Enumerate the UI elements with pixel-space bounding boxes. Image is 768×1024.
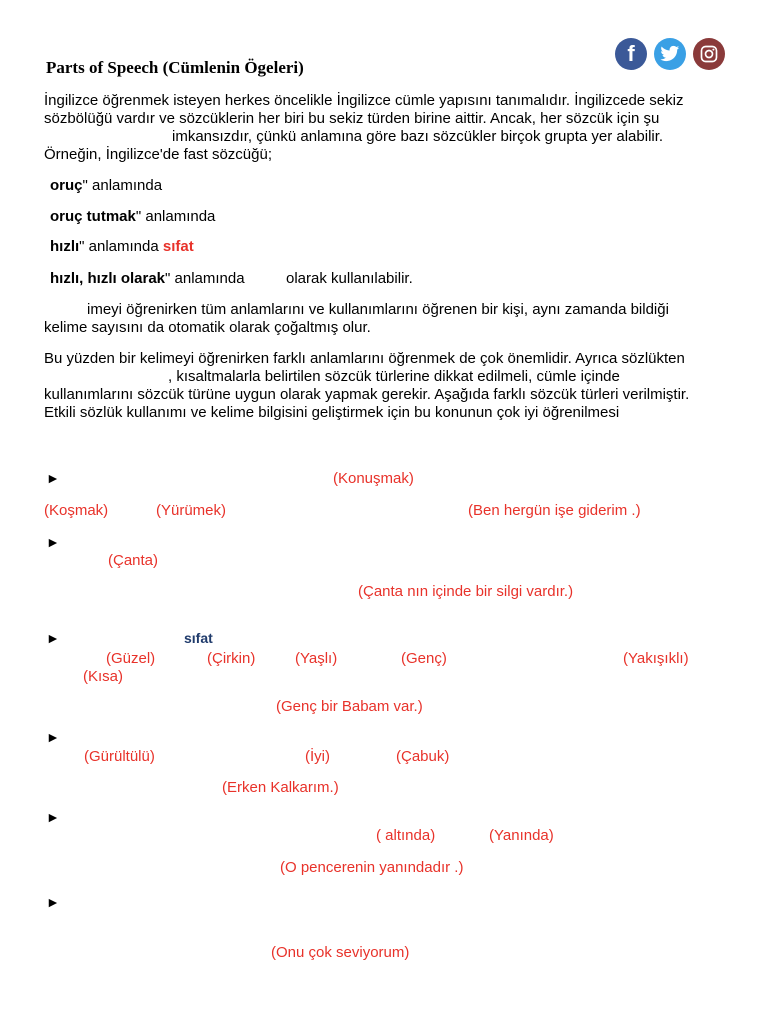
- meaning-word: oruç: [50, 177, 83, 194]
- bullet-arrow-icon: ►: [46, 729, 60, 745]
- para3-line-2: , kısaltmalarla belirtilen sözcük türlerine dikkat edilmeli, cümle içinde: [168, 368, 620, 385]
- intro-line-4: Örneğin, İngilizce'de fast sözcüğü;: [44, 146, 272, 163]
- noun-example: (Çanta nın içinde bir silgi vardır.): [358, 583, 574, 600]
- intro-line-2: sözbölüğü vardır ve sözcüklerin her biri bu sekiz türden birine aittir. Ancak, her sözcük için şu: [44, 110, 660, 127]
- bullet-arrow-icon: ►: [46, 894, 60, 910]
- meaning-rest: " anlamında: [165, 270, 245, 287]
- facebook-icon[interactable]: [615, 38, 647, 70]
- adv-word-2: (İyi): [305, 748, 330, 765]
- adj-word-3: (Yaşlı): [295, 650, 338, 667]
- meaning-item-1: [50, 177, 162, 194]
- prep-word-1: ( altında): [376, 827, 436, 844]
- page-title: Parts of Speech (Cümlenin Ögeleri): [46, 58, 304, 77]
- para2-line-1: imeyi öğrenirken tüm anlamlarını ve kullanımlarını öğrenen bir kişi, aynı zamanda bildiği: [87, 301, 669, 318]
- verb-word-1: (Konuşmak): [333, 470, 414, 487]
- para3-line-3: kullanımlarını sözcük türüne uygun olarak yapmak gerekir. Aşağıda farklı sözcük türleri verilmiştir.: [44, 386, 690, 403]
- adj-word-1: (Güzel): [106, 650, 156, 667]
- para3-line-1: Bu yüzden bir kelimeyi öğrenirken farklı anlamlarını öğrenmek de çok önemlidir. Ayrıca sözlükten: [44, 350, 685, 367]
- pron-example: (Onu çok seviyorum): [271, 944, 410, 961]
- adv-example: (Erken Kalkarım.): [222, 779, 339, 796]
- meaning-tag: sıfat: [162, 238, 194, 255]
- adj-word-2: (Çirkin): [207, 650, 256, 667]
- verb-word-3: (Yürümek): [156, 502, 227, 519]
- adv-word-1: (Gürültülü): [84, 748, 155, 765]
- facebook-glyph: f: [627, 41, 635, 66]
- meaning-word: oruç tutmak: [50, 208, 136, 225]
- adj-example: (Genç bir Babam var.): [276, 698, 423, 715]
- meaning-item-3: [50, 238, 194, 255]
- instagram-camera-icon: [699, 44, 719, 64]
- intro-line-3: imkansızdır, çünkü anlamına göre bazı sözcükler birçok grupta yer alabilir.: [172, 128, 664, 145]
- bullet-arrow-icon: ►: [46, 809, 60, 825]
- meaning-word: hızlı: [50, 238, 80, 255]
- bullet-arrow-icon: ►: [46, 630, 60, 646]
- para3-line-4: Etkili sözlük kullanımı ve kelime bilgisini geliştirmek için bu konunun çok iyi öğrenilmesi: [44, 404, 620, 421]
- meaning-rest: " anlamında: [135, 208, 216, 225]
- meaning-item-4-tail: olarak kullanılabilir.: [286, 270, 413, 287]
- meaning-item-4: [50, 270, 245, 287]
- prep-word-2: (Yanında): [489, 827, 554, 844]
- adj-word-5: (Yakışıklı): [623, 650, 689, 667]
- prep-example: (O pencerenin yanındadır .): [280, 859, 464, 876]
- instagram-icon[interactable]: [693, 38, 725, 70]
- adj-label: sıfat: [184, 630, 213, 646]
- verb-word-2: (Koşmak): [44, 502, 109, 519]
- adj-word-6: (Kısa): [83, 668, 124, 685]
- adj-word-4: (Genç): [401, 650, 447, 667]
- meaning-rest: " anlamında: [79, 238, 163, 255]
- twitter-bird-icon: [660, 45, 680, 63]
- verb-example: (Ben hergün işe giderim .): [468, 502, 641, 519]
- meaning-word: hızlı, hızlı olarak: [50, 270, 166, 287]
- para2-line-2: kelime sayısını da otomatik olarak çoğaltmış olur.: [44, 319, 371, 336]
- adv-word-3: (Çabuk): [396, 748, 450, 765]
- intro-line-1: İngilizce öğrenmek isteyen herkes öncelikle İngilizce cümle yapısını tanımalıdır. İngilizcede sekiz: [44, 92, 684, 109]
- bullet-arrow-icon: ►: [46, 534, 60, 550]
- bullet-arrow-icon: ►: [46, 470, 60, 486]
- twitter-icon[interactable]: [654, 38, 686, 70]
- meaning-item-2: [50, 208, 215, 225]
- meaning-rest: " anlamında: [82, 177, 163, 194]
- noun-word-1: (Çanta): [108, 552, 159, 569]
